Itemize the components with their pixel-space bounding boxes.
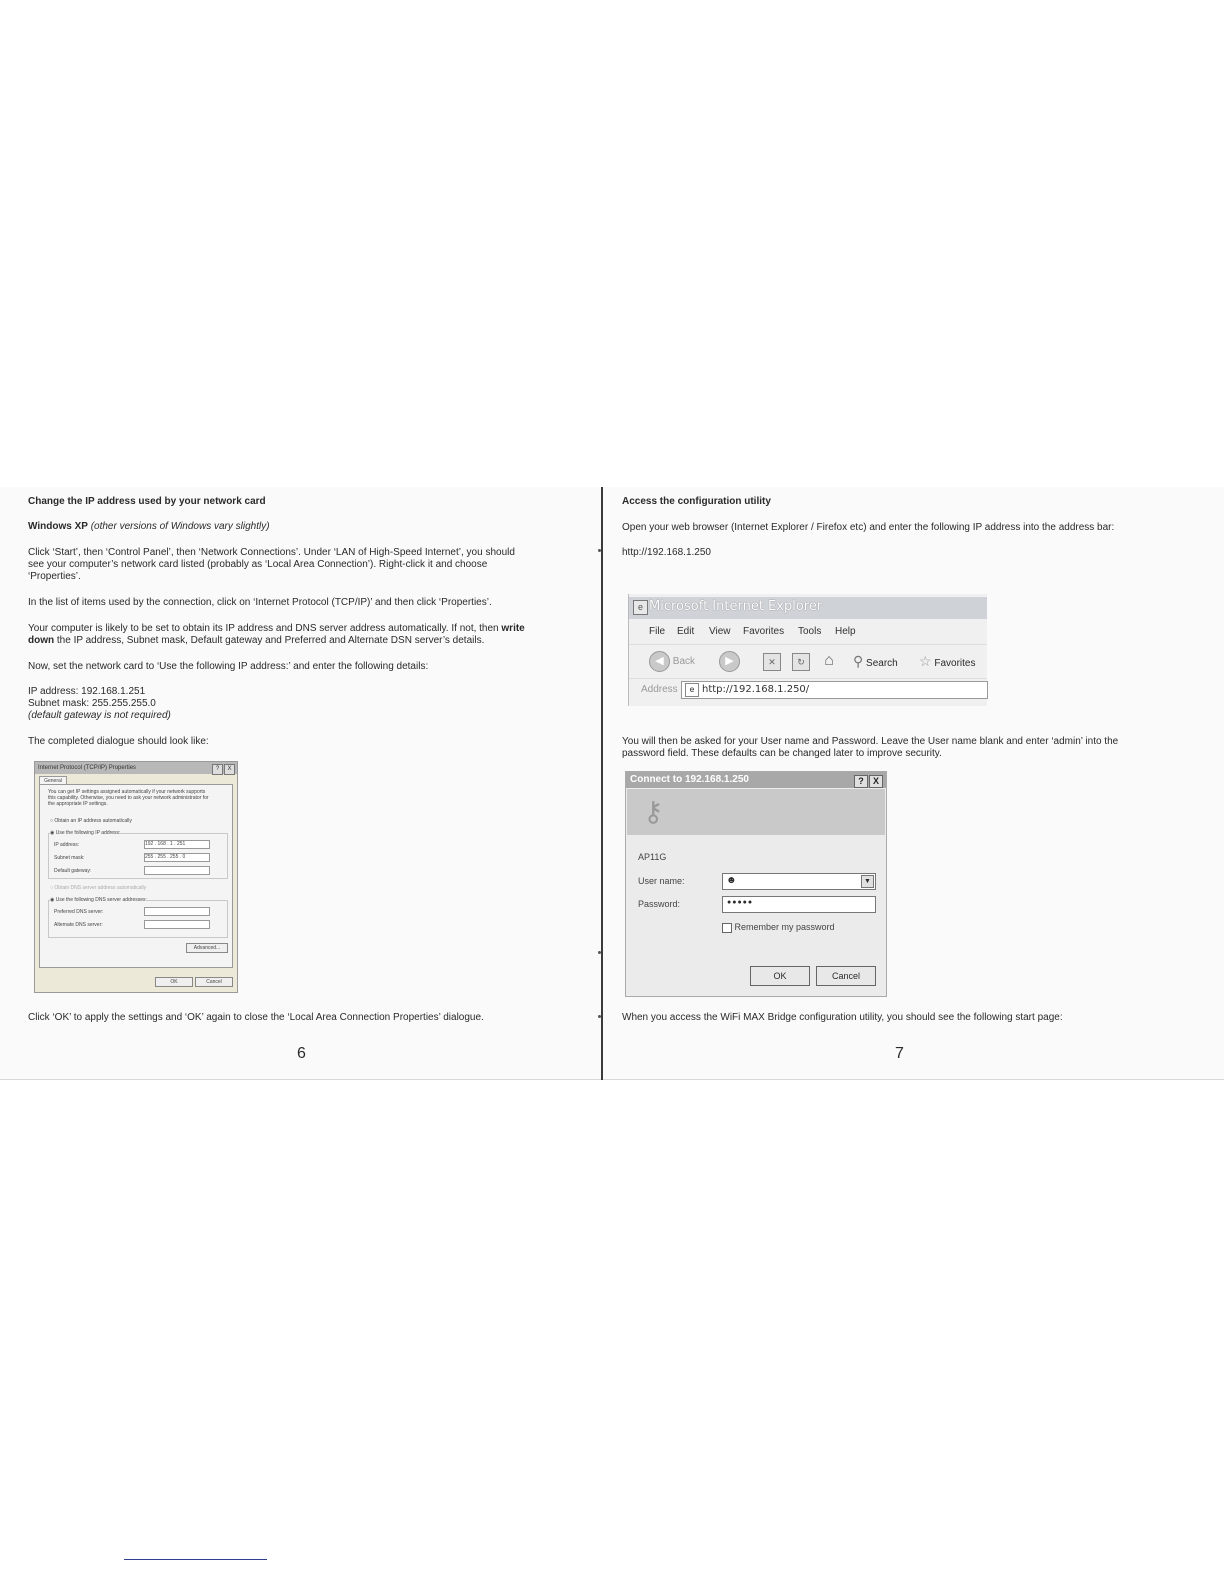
chevron-down-icon[interactable]: ▼ bbox=[861, 875, 874, 888]
radio-use-dns[interactable]: ◉ Use the following DNS server addresses: bbox=[50, 897, 147, 903]
favorites-button[interactable] bbox=[919, 653, 975, 670]
info-line1: You can get IP settings assigned automatically if your network supports bbox=[48, 789, 206, 795]
refresh-icon[interactable]: ↻ bbox=[792, 653, 810, 671]
ie-menu-bar bbox=[629, 622, 987, 644]
subheading-os: Windows XP bbox=[28, 521, 88, 532]
info-line2: this capability. Otherwise, you need to ask your network administrator for bbox=[48, 795, 209, 801]
help-button[interactable]: ? bbox=[854, 775, 868, 788]
connect-title: Connect to 192.168.1.250 bbox=[630, 774, 749, 785]
back-label: Back bbox=[672, 656, 696, 667]
para1-line2: see your computer’s network card listed (probably as ‘Local Area Connection’). Right-click it and choose bbox=[28, 559, 488, 570]
ie-address-bar bbox=[629, 678, 987, 701]
config-url: http://192.168.1.250 bbox=[622, 547, 711, 558]
radio-use-ip-label: Use the following IP address: bbox=[55, 830, 121, 836]
keys-icon: ⚷ bbox=[643, 796, 664, 827]
right-heading: Access the configuration utility bbox=[622, 496, 771, 507]
password-label: Password: bbox=[638, 899, 681, 909]
address-label: Address bbox=[641, 684, 678, 695]
para3-rest: the IP address, Subnet mask, Default gateway and Preferred and Alternate DSN server’s details. bbox=[56, 635, 485, 646]
tcpip-properties-dialog bbox=[34, 761, 238, 993]
right-footer-text: When you access the WiFi MAX Bridge configuration utility, you should see the following start page: bbox=[622, 1012, 1063, 1023]
subheading-note: (other versions of Windows vary slightly) bbox=[90, 521, 270, 532]
address-value: http://192.168.1.250/ bbox=[702, 684, 810, 695]
ip-address-field[interactable]: 192 . 168 . 1 . 251 bbox=[144, 840, 210, 849]
ok-button[interactable]: OK bbox=[750, 966, 810, 986]
subnet-mask-field[interactable]: 255 . 255 . 255 . 0 bbox=[144, 853, 210, 862]
tcpip-title: Internet Protocol (TCP/IP) Properties bbox=[38, 765, 137, 771]
stop-icon[interactable]: ✕ bbox=[763, 653, 781, 671]
subnet-mask-label: Subnet mask: bbox=[54, 855, 85, 861]
radio-use-ip[interactable]: ◉ Use the following IP address: bbox=[50, 830, 121, 836]
menu-tools[interactable]: Tools bbox=[798, 626, 822, 637]
info-line3: the appropriate IP settings. bbox=[48, 801, 108, 807]
back-button[interactable] bbox=[649, 651, 695, 672]
cancel-button[interactable]: Cancel bbox=[816, 966, 876, 986]
gateway-note: (default gateway is not required) bbox=[28, 710, 171, 721]
left-footer-text: Click ‘OK’ to apply the settings and ‘OK’ again to close the ‘Local Area Connection Properties’ dialogue. bbox=[28, 1012, 484, 1023]
radio-auto-dns[interactable]: ○ Obtain DNS server address automatically bbox=[50, 885, 147, 891]
connect-banner bbox=[627, 789, 885, 835]
remember-label: Remember my password bbox=[734, 922, 835, 932]
alternate-dns-label: Alternate DNS server: bbox=[54, 922, 103, 928]
para1-line1: Click ‘Start’, then ‘Control Panel’, then ‘Network Connections’. Under ‘LAN of High-Speed Internet’, you should bbox=[28, 547, 515, 558]
search-button[interactable] bbox=[853, 653, 898, 670]
radio-auto-ip[interactable]: ○ Obtain an IP address automatically bbox=[50, 818, 132, 824]
remember-password-checkbox[interactable] bbox=[722, 922, 835, 933]
address-input[interactable] bbox=[681, 681, 988, 699]
dns-group bbox=[48, 900, 228, 938]
right-para2-line2: password field. These defaults can be changed later to improve security. bbox=[622, 748, 942, 759]
password-value: ●●●●● bbox=[727, 899, 754, 906]
favorites-label: Favorites bbox=[934, 658, 976, 669]
para3-line2 bbox=[28, 635, 484, 647]
radio-use-dns-label: Use the following DNS server addresses: bbox=[55, 897, 147, 903]
search-label: Search bbox=[866, 658, 898, 669]
user-name-label: User name: bbox=[638, 876, 685, 886]
ok-button[interactable]: OK bbox=[155, 977, 193, 987]
gutter-mark bbox=[598, 1015, 601, 1018]
ip-address-label: IP address: bbox=[54, 842, 80, 848]
para3-bold-down: down bbox=[28, 635, 55, 646]
connect-dialog bbox=[625, 771, 887, 997]
preferred-dns-field[interactable] bbox=[144, 907, 210, 916]
realm-label: AP11G bbox=[638, 852, 667, 862]
preferred-dns-label: Preferred DNS server: bbox=[54, 909, 104, 915]
help-button[interactable]: ? bbox=[212, 764, 223, 775]
menu-help[interactable]: Help bbox=[835, 626, 856, 637]
para1-line3: ‘Properties’. bbox=[28, 571, 81, 582]
ie-titlebar bbox=[629, 597, 987, 619]
close-button[interactable]: X bbox=[869, 775, 883, 788]
ie-title: Microsoft Internet Explorer bbox=[649, 599, 823, 614]
advanced-button[interactable]: Advanced... bbox=[186, 943, 228, 953]
search-icon: ⚲ bbox=[853, 653, 864, 669]
left-heading: Change the IP address used by your network card bbox=[28, 496, 266, 507]
user-name-field[interactable] bbox=[722, 873, 876, 890]
gutter-mark bbox=[598, 951, 601, 954]
menu-edit[interactable]: Edit bbox=[677, 626, 695, 637]
radio-auto-dns-label: Obtain DNS server address automatically bbox=[54, 885, 147, 891]
menu-file[interactable]: File bbox=[649, 626, 666, 637]
forward-button[interactable]: ▶ bbox=[719, 651, 740, 672]
default-gateway-field[interactable] bbox=[144, 866, 210, 875]
bottom-rule bbox=[124, 1559, 267, 1560]
radio-auto-ip-label: Obtain an IP address automatically bbox=[54, 818, 132, 824]
page-number-7: 7 bbox=[895, 1045, 904, 1062]
left-subheading bbox=[28, 521, 270, 533]
para5: The completed dialogue should look like: bbox=[28, 736, 209, 747]
back-arrow-icon: ◀ bbox=[649, 651, 670, 672]
ip-line: IP address: 192.168.1.251 bbox=[28, 686, 146, 697]
default-gateway-label: Default gateway: bbox=[54, 868, 92, 874]
close-button[interactable]: X bbox=[224, 764, 235, 775]
subnet-line: Subnet mask: 255.255.255.0 bbox=[28, 698, 156, 709]
user-icon: ☻ bbox=[726, 875, 737, 886]
menu-view[interactable]: View bbox=[709, 626, 731, 637]
para3-text: Your computer is likely to be set to obtain its IP address and DNS server address automatically. If not, then bbox=[28, 623, 499, 634]
cancel-button[interactable]: Cancel bbox=[195, 977, 233, 987]
tcpip-titlebar bbox=[35, 762, 237, 774]
gutter-mark bbox=[598, 549, 601, 552]
right-para2-line1: You will then be asked for your User name and Password. Leave the User name blank and enter ‘admin’ into the bbox=[622, 736, 1119, 747]
para3-bold-write: write bbox=[501, 623, 525, 634]
tcpip-general-panel bbox=[39, 784, 233, 968]
para3-line1 bbox=[28, 623, 525, 635]
page-icon: e bbox=[685, 683, 699, 697]
star-icon: ☆ bbox=[919, 653, 932, 669]
para4: Now, set the network card to ‘Use the following IP address:’ and enter the following details: bbox=[28, 661, 429, 672]
ie-logo-icon: e bbox=[633, 600, 648, 615]
alternate-dns-field[interactable] bbox=[144, 920, 210, 929]
connect-titlebar bbox=[626, 772, 886, 788]
internet-explorer-window bbox=[628, 594, 987, 706]
checkbox-box bbox=[722, 923, 732, 933]
para2: In the list of items used by the connection, click on ‘Internet Protocol (TCP/IP)’ and then click ‘Properties’. bbox=[28, 597, 492, 608]
page-number-6: 6 bbox=[297, 1045, 306, 1062]
right-para1: Open your web browser (Internet Explorer / Firefox etc) and enter the following IP address into the address bar: bbox=[622, 522, 1115, 533]
password-field[interactable] bbox=[722, 896, 876, 913]
ie-toolbar bbox=[629, 644, 987, 679]
page-gutter bbox=[601, 487, 603, 1080]
home-icon[interactable]: ⌂ bbox=[824, 652, 834, 669]
spread-bottom-edge bbox=[0, 1079, 1224, 1080]
menu-favorites[interactable]: Favorites bbox=[743, 626, 785, 637]
tab-general[interactable]: General bbox=[39, 776, 67, 785]
